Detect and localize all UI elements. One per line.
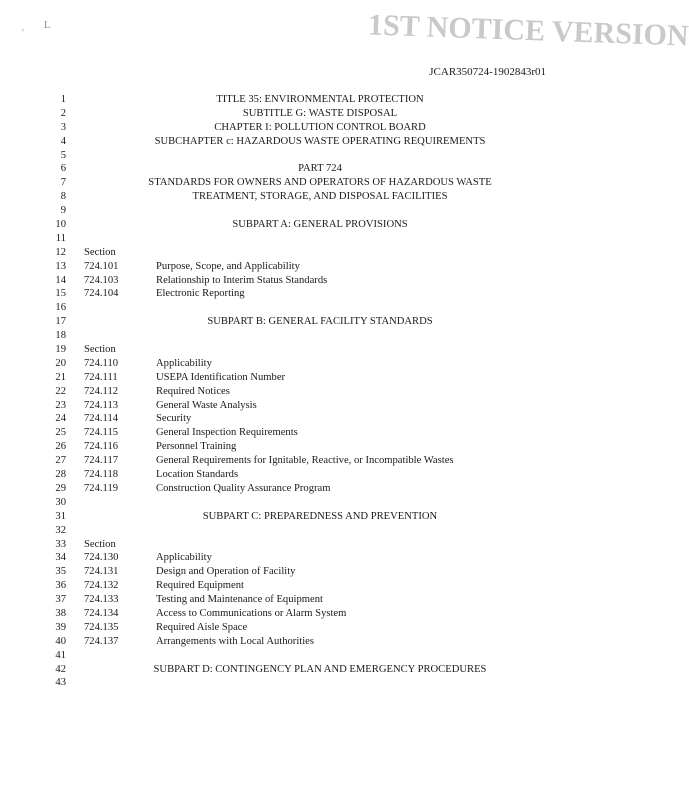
line-number: 10 bbox=[55, 219, 66, 231]
section-title: Access to Communications or Alarm System bbox=[156, 607, 347, 619]
document-line bbox=[0, 510, 618, 524]
line-number: 27 bbox=[55, 455, 66, 467]
line-number: 13 bbox=[55, 260, 66, 272]
document-line bbox=[0, 287, 618, 301]
line-number: 17 bbox=[55, 316, 66, 328]
document-line bbox=[0, 357, 618, 371]
heading-text: STANDARDS FOR OWNERS AND OPERATORS OF HAZARDOUS WASTE bbox=[148, 177, 492, 189]
section-title: General Requirements for Ignitable, Reactive, or Incompatible Wastes bbox=[156, 455, 454, 467]
line-number: 8 bbox=[60, 191, 66, 203]
line-number: 3 bbox=[60, 121, 66, 133]
document-line bbox=[0, 399, 618, 413]
section-number: 724.135 bbox=[84, 621, 119, 633]
document-line bbox=[0, 274, 618, 288]
section-title: General Waste Analysis bbox=[156, 399, 257, 411]
line-number: 38 bbox=[55, 607, 66, 619]
section-title: Construction Quality Assurance Program bbox=[156, 482, 331, 494]
document-line bbox=[0, 593, 618, 607]
section-number: 724.137 bbox=[84, 635, 119, 647]
heading-text: TREATMENT, STORAGE, AND DISPOSAL FACILITIES bbox=[192, 191, 448, 203]
numbered-lines bbox=[0, 93, 618, 690]
line-number: 39 bbox=[55, 621, 66, 633]
first-notice-stamp: 1ST NOTICE VERSION bbox=[367, 8, 689, 53]
section-number: 724.117 bbox=[84, 455, 119, 467]
document-line bbox=[0, 204, 618, 218]
line-number: 12 bbox=[55, 246, 66, 258]
line-number: 22 bbox=[55, 385, 66, 397]
section-number: 724.134 bbox=[84, 607, 119, 619]
section-title: Testing and Maintenance of Equipment bbox=[156, 594, 323, 606]
section-number: 724.130 bbox=[84, 552, 119, 564]
line-number: 4 bbox=[60, 135, 66, 147]
section-number: 724.110 bbox=[84, 357, 119, 369]
document-line bbox=[0, 635, 618, 649]
document-line bbox=[0, 135, 618, 149]
line-number: 15 bbox=[55, 288, 66, 300]
heading-text: CHAPTER I: POLLUTION CONTROL BOARD bbox=[214, 121, 426, 133]
line-number: 35 bbox=[55, 566, 66, 578]
document-line bbox=[0, 440, 618, 454]
line-number: 40 bbox=[55, 635, 66, 647]
document-line bbox=[0, 579, 618, 593]
section-number: 724.113 bbox=[84, 399, 119, 411]
document-line bbox=[0, 93, 618, 107]
line-number: 41 bbox=[55, 649, 66, 661]
line-number: 2 bbox=[60, 107, 66, 119]
line-number: 28 bbox=[55, 469, 66, 481]
section-number: 724.133 bbox=[84, 594, 119, 606]
document-line bbox=[0, 343, 618, 357]
section-number: Section bbox=[84, 538, 116, 550]
document-line bbox=[0, 496, 618, 510]
document-line bbox=[0, 649, 618, 663]
document-line bbox=[0, 454, 618, 468]
document-line bbox=[0, 607, 618, 621]
line-number: 33 bbox=[55, 538, 66, 550]
section-number: 724.112 bbox=[84, 385, 119, 397]
line-number: 19 bbox=[55, 344, 66, 356]
section-number: 724.114 bbox=[84, 413, 119, 425]
line-number: 24 bbox=[55, 413, 66, 425]
section-title: USEPA Identification Number bbox=[156, 371, 286, 383]
document-line bbox=[0, 551, 618, 565]
document-line bbox=[0, 190, 618, 204]
document-line bbox=[0, 121, 618, 135]
document-line bbox=[0, 162, 618, 176]
speck-mark: ' bbox=[22, 28, 24, 39]
document-line bbox=[0, 482, 618, 496]
section-number: 724.104 bbox=[84, 288, 119, 300]
section-title: Purpose, Scope, and Applicability bbox=[156, 260, 300, 272]
heading-text: TITLE 35: ENVIRONMENTAL PROTECTION bbox=[216, 94, 424, 105]
document-line bbox=[0, 565, 618, 579]
line-number: 29 bbox=[55, 482, 66, 494]
line-number: 31 bbox=[55, 510, 66, 522]
line-number: 20 bbox=[55, 357, 66, 369]
section-number: 724.111 bbox=[84, 371, 118, 383]
document-line bbox=[0, 149, 618, 163]
section-number: 724.132 bbox=[84, 580, 119, 592]
section-title: Applicability bbox=[156, 552, 212, 564]
line-number: 9 bbox=[60, 205, 66, 217]
section-title: Location Standards bbox=[156, 469, 239, 481]
document-line bbox=[0, 538, 618, 552]
section-number: 724.131 bbox=[84, 566, 119, 578]
heading-text: SUBCHAPTER c: HAZARDOUS WASTE OPERATING REQUIREMENTS bbox=[154, 135, 486, 147]
line-number: 26 bbox=[55, 441, 66, 453]
section-title: Relationship to Interim Status Standards bbox=[156, 274, 328, 286]
document-line bbox=[0, 107, 618, 121]
document-line bbox=[0, 301, 618, 315]
section-number: Section bbox=[84, 246, 116, 258]
section-title: Security bbox=[156, 413, 192, 425]
section-title: Arrangements with Local Authorities bbox=[156, 635, 314, 647]
line-number: 42 bbox=[55, 663, 66, 675]
section-title: Design and Operation of Facility bbox=[156, 566, 296, 578]
line-number: 21 bbox=[55, 371, 66, 383]
document-line bbox=[0, 385, 618, 399]
document-line bbox=[0, 176, 618, 190]
section-title: Required Equipment bbox=[156, 580, 244, 592]
line-number: 14 bbox=[55, 274, 66, 286]
document-line bbox=[0, 315, 618, 329]
line-number: 5 bbox=[60, 149, 66, 161]
section-number: 724.101 bbox=[84, 260, 119, 272]
document-line bbox=[0, 426, 618, 440]
section-title: General Inspection Requirements bbox=[156, 427, 298, 439]
section-number: 724.119 bbox=[84, 482, 119, 494]
line-number: 18 bbox=[55, 330, 66, 342]
heading-text: SUBPART C: PREPAREDNESS AND PREVENTION bbox=[202, 510, 438, 522]
section-number: 724.115 bbox=[84, 427, 119, 439]
section-title: Required Notices bbox=[156, 385, 230, 397]
section-number: Section bbox=[84, 344, 116, 356]
line-number: 6 bbox=[60, 163, 66, 175]
section-number: 724.116 bbox=[84, 441, 119, 453]
heading-text: SUBPART B: GENERAL FACILITY STANDARDS bbox=[207, 316, 433, 328]
line-number: 34 bbox=[55, 552, 66, 564]
line-number: 23 bbox=[55, 399, 66, 411]
line-number: 25 bbox=[55, 427, 66, 439]
document-line bbox=[0, 329, 618, 343]
line-number: 7 bbox=[60, 177, 66, 189]
line-number: 36 bbox=[55, 580, 66, 592]
line-number: 11 bbox=[55, 232, 66, 244]
document-line bbox=[0, 468, 618, 482]
line-number: 16 bbox=[55, 302, 66, 314]
section-number: 724.118 bbox=[84, 469, 119, 481]
document-line bbox=[0, 260, 618, 274]
document-id: JCAR350724-1902843r01 bbox=[429, 66, 546, 78]
corner-mark: L bbox=[44, 20, 51, 31]
document-line bbox=[0, 218, 618, 232]
document-line bbox=[0, 663, 618, 677]
document-line bbox=[0, 232, 618, 246]
line-number: 32 bbox=[55, 524, 66, 536]
document-line bbox=[0, 246, 618, 260]
line-number: 37 bbox=[55, 594, 66, 606]
line-number: 43 bbox=[55, 677, 66, 689]
document-line bbox=[0, 524, 618, 538]
document-line bbox=[0, 676, 618, 690]
document-line bbox=[0, 621, 618, 635]
line-number: 1 bbox=[60, 94, 66, 105]
heading-text: SUBTITLE G: WASTE DISPOSAL bbox=[242, 107, 398, 119]
document-line bbox=[0, 412, 618, 426]
line-number: 30 bbox=[55, 496, 66, 508]
heading-text: SUBPART D: CONTINGENCY PLAN AND EMERGENCY PROCEDURES bbox=[153, 663, 487, 675]
heading-text: PART 724 bbox=[298, 163, 342, 175]
section-title: Personnel Training bbox=[156, 441, 237, 453]
heading-text: SUBPART A: GENERAL PROVISIONS bbox=[232, 219, 408, 231]
section-title: Required Aisle Space bbox=[156, 621, 248, 633]
section-title: Electronic Reporting bbox=[156, 288, 245, 300]
section-number: 724.103 bbox=[84, 274, 119, 286]
document-line bbox=[0, 371, 618, 385]
section-title: Applicability bbox=[156, 357, 212, 369]
